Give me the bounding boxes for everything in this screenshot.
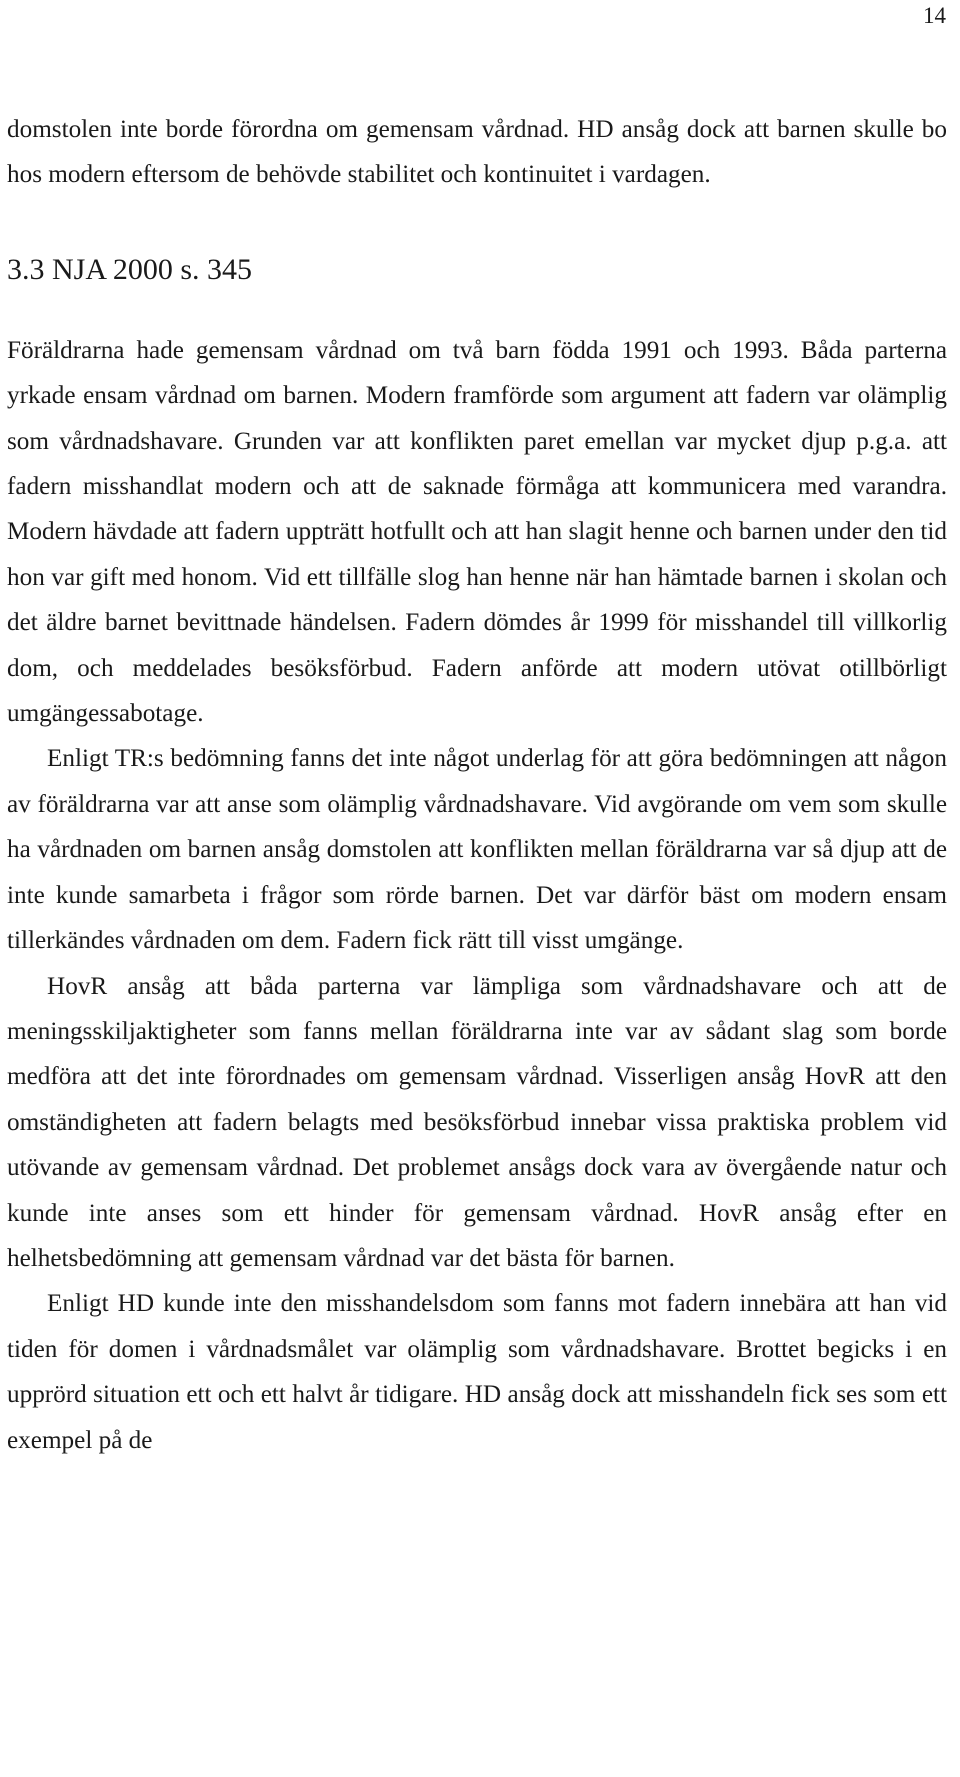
paragraph-continuation: domstolen inte borde förordna om gemensam vårdnad. HD ansåg dock att barnen skulle bo hos modern eftersom de behövde stabilitet och kontinuitet i vardagen. <box>7 116 947 189</box>
paragraph-4: Enligt HD kunde inte den misshandelsdom som fanns mot fadern innebära att han vid tiden för domen i vårdnadsmålet var olämplig som vårdnadshavare. Brottet begicks i en upprörd situation ett och ett halvt år tidigare. HD ansåg dock att misshandeln fick ses som ett exempel på de <box>7 1290 947 1454</box>
paragraph-1: Föräldrarna hade gemensam vårdnad om två barn födda 1991 och 1993. Båda parterna yrkade ensam vårdnad om barnen. Modern framförde som argument att fadern var olämplig som vårdnadshavare. Grunden var att konflikten paret emellan var mycket djup p.g.a. att fadern misshandlat modern och att de saknade förmåga att kommunicera med varandra. Modern hävdade att fadern uppträtt hotfullt och att han slagit henne och barnen under den tid hon var gift med honom. Vid ett tillfälle slog han henne när han hämtade barnen i skolan och det äldre barnet bevittnade händelsen. Fadern dömdes år 1999 för misshandel till villkorlig dom, och meddelades besöksförbud. Fadern anförde att modern utövat otillbörligt umgängessabotage. <box>7 336 947 728</box>
document-body <box>7 107 947 1463</box>
paragraph-3: HovR ansåg att båda parterna var lämpliga som vårdnadshavare och att de meningsskiljaktigheter som fanns mellan föräldrarna inte var av sådant slag som borde medföra att det inte förordnades om gemensam vårdnad. Visserligen ansåg HovR att den omständigheten att fadern belagts med besöksförbud innebar vissa praktiska problem vid utövande av gemensam vårdnad. Det problemet ansågs dock vara av övergående natur och kunde inte anses som ett hinder för gemensam vårdnad. HovR ansåg efter en helhetsbedömning att gemensam vårdnad var det bästa för barnen. <box>7 972 947 1272</box>
page-number: 14 <box>923 3 946 28</box>
paragraph-2: Enligt TR:s bedömning fanns det inte något underlag för att göra bedömningen att någon av föräldrarna var att anse som olämplig vårdnadshavare. Vid avgörande om vem som skulle ha vårdnaden om barnen ansåg domstolen att konflikten mellan föräldrarna var så djup att de inte kunde samarbeta i frågor som rörde barnen. Det var därför bäst om modern ensam tillerkändes vårdnaden om dem. Fadern fick rätt till visst umgänge. <box>7 745 947 955</box>
heading-spacer <box>7 292 947 328</box>
section-heading: 3.3 NJA 2000 s. 345 <box>7 252 253 286</box>
